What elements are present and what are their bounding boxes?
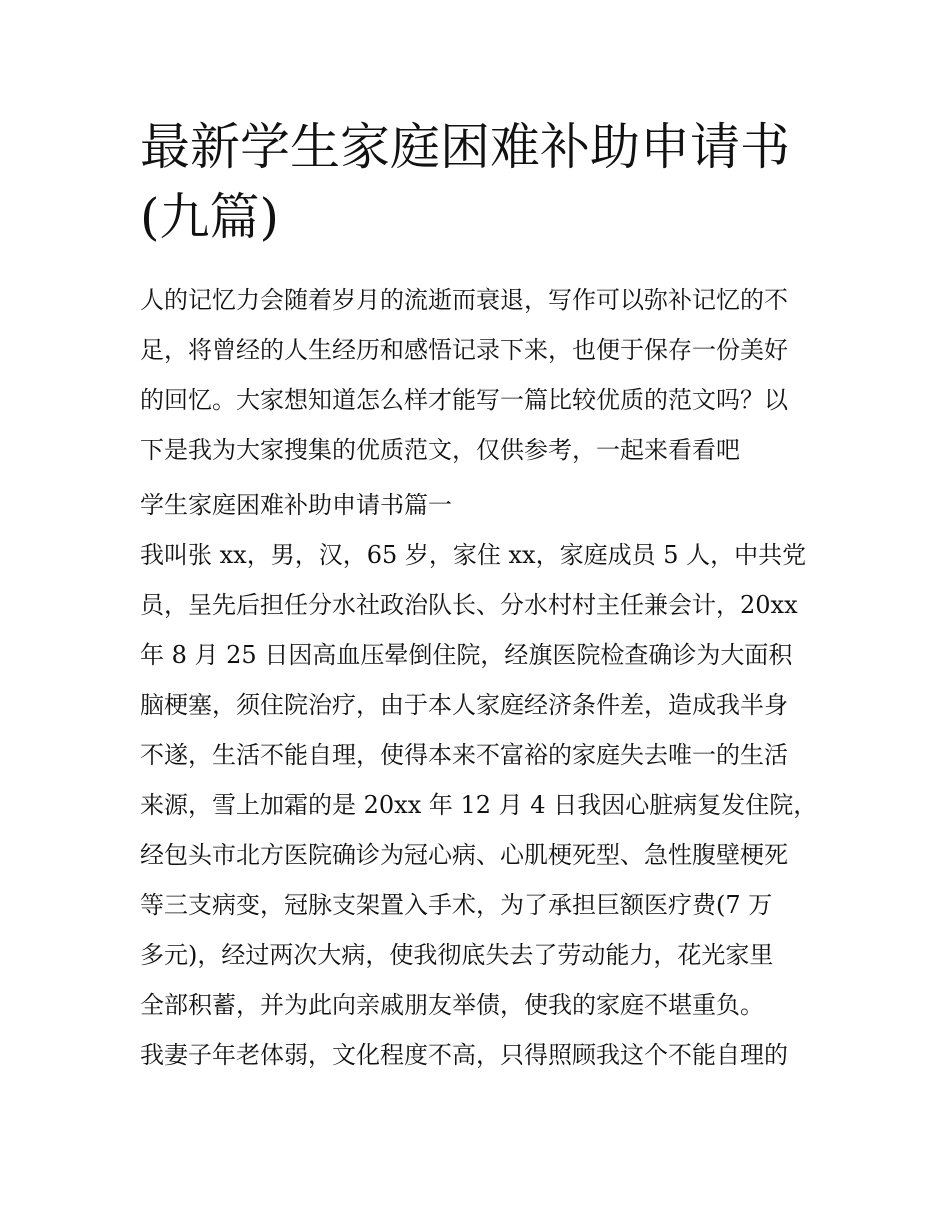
text-line: 员，呈先后担任分水社政治队长、分水村村主任兼会计，20xx <box>140 591 798 619</box>
document-title <box>140 112 820 252</box>
section-heading <box>140 480 815 530</box>
text-line: 年 8 月 25 日因高血压晕倒住院，经旗医院检查确诊为大面积 <box>140 641 793 669</box>
intro-paragraph <box>140 275 815 475</box>
text-line: 不遂，生活不能自理，使得本来不富裕的家庭失去唯一的生活 <box>140 741 788 769</box>
text-line: 多元)，经过两次大病，使我彻底失去了劳动能力，花光家里 <box>140 941 774 969</box>
text-line: 来源，雪上加霜的是 20xx 年 12 月 4 日我因心脏病复发住院， <box>140 791 818 819</box>
text-line: 我叫张 xx，男，汉，65 岁，家住 xx，家庭成员 5 人，中共党 <box>140 541 807 569</box>
text-line: 经包头市北方医院确诊为冠心病、心肌梗死型、急性腹壁梗死 <box>140 841 788 869</box>
text-line: 下是我为大家搜集的优质范文，仅供参考，一起来看看吧 <box>140 436 740 464</box>
title-line: 最新学生家庭困难补助申请书 <box>140 118 790 176</box>
text-line: 我妻子年老体弱，文化程度不高，只得照顾我这个不能自理的 <box>140 1041 788 1069</box>
text-line: 足，将曾经的人生经历和感悟记录下来，也便于保存一份美好 <box>140 336 788 364</box>
text-line: 脑梗塞，须住院治疗，由于本人家庭经济条件差，造成我半身 <box>140 691 788 719</box>
text-line: 人的记忆力会随着岁月的流逝而衰退，写作可以弥补记忆的不 <box>140 286 788 314</box>
title-line: (九篇) <box>140 188 280 246</box>
text-line: 全部积蓄，并为此向亲戚朋友举债，使我的家庭不堪重负。 <box>140 991 764 1019</box>
section-heading-text: 学生家庭困难补助申请书篇一 <box>140 491 452 519</box>
body-paragraph <box>140 530 818 1080</box>
text-line: 等三支病变，冠脉支架置入手术，为了承担巨额医疗费(7 万 <box>140 891 773 919</box>
text-line: 的回忆。大家想知道怎么样才能写一篇比较优质的范文吗？以 <box>140 386 788 414</box>
